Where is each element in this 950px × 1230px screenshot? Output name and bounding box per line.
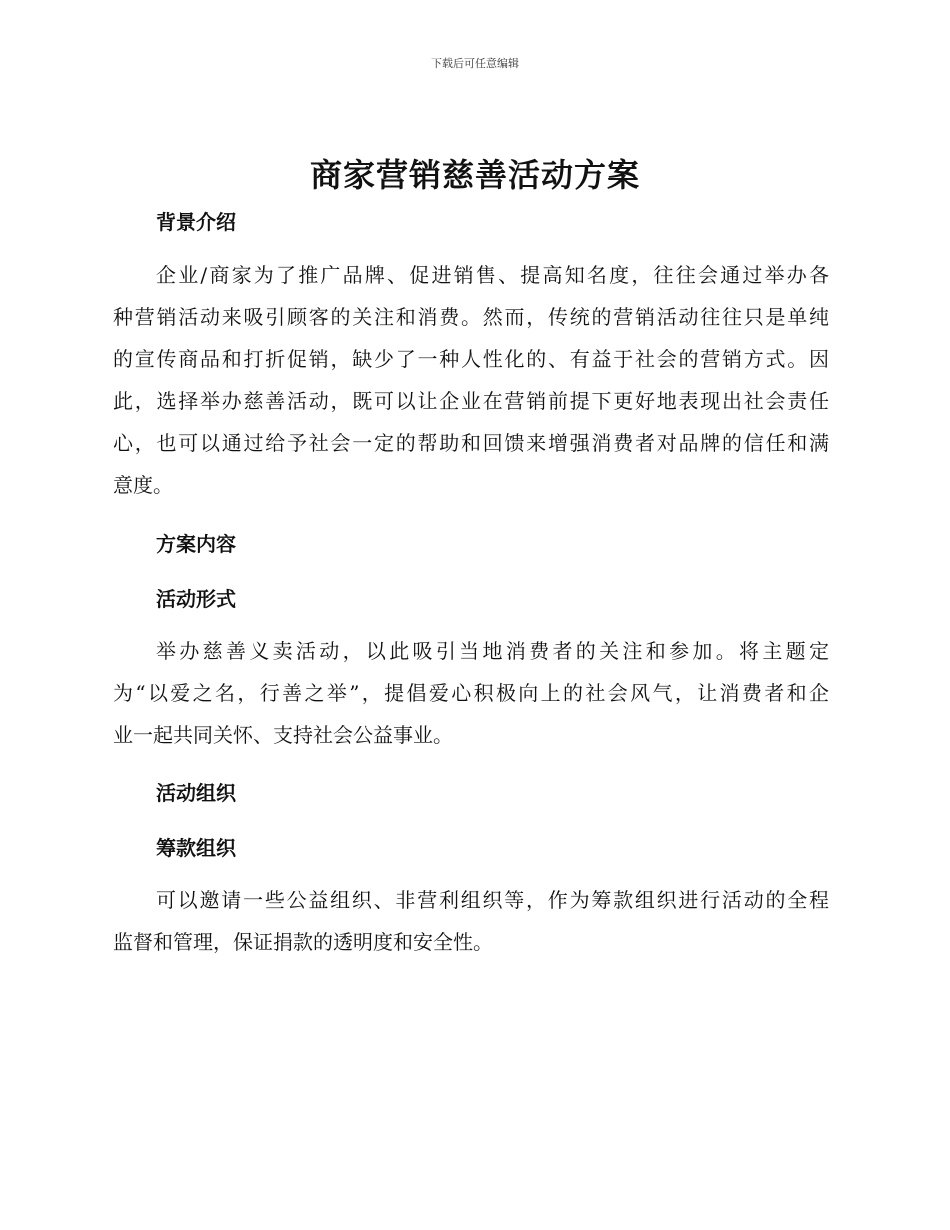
paragraph-line: 企业/商家为了推广品牌、促进销售、提高知名度，往往会通过举办各 [156,263,829,287]
paragraph-line: 此，选择举办慈善活动，既可以让企业在营销前提下更好地表现出社会责任 [113,389,829,413]
paragraph-line: 种营销活动来吸引顾客的关注和消费。然而，传统的营销活动往往只是单纯 [113,305,829,329]
paragraph-activity-form [113,630,829,756]
paragraph-line: 为“以爱之名，行善之举”，提倡爱心积极向上的社会风气，让消费者和企 [113,681,829,705]
heading-activity-form: 活动形式 [156,587,236,611]
document-title: 商家营销慈善活动方案 [309,156,640,194]
paragraph-line: 心，也可以通过给予社会一定的帮助和回馈来增强消费者对品牌的信任和满 [113,431,829,455]
heading-fundraising-organization: 筹款组织 [156,836,236,860]
paragraph-fundraising [113,879,829,963]
paragraph-background [113,254,829,506]
heading-plan-content: 方案内容 [156,532,236,556]
paragraph-line: 意度。 [113,473,173,497]
header-note: 下载后可任意编辑 [431,57,519,70]
paragraph-line: 举办慈善义卖活动，以此吸引当地消费者的关注和参加。将主题定 [156,639,829,663]
paragraph-line: 可以邀请一些公益组织、非营利组织等，作为筹款组织进行活动的全程 [156,888,829,912]
heading-background: 背景介绍 [156,210,236,234]
paragraph-line: 业一起共同关怀、支持社会公益事业。 [113,723,453,747]
heading-activity-organization: 活动组织 [156,781,236,805]
paragraph-line: 的宣传商品和打折促销，缺少了一种人性化的、有益于社会的营销方式。因 [113,347,829,371]
paragraph-line: 监督和管理，保证捐款的透明度和安全性。 [113,930,493,954]
